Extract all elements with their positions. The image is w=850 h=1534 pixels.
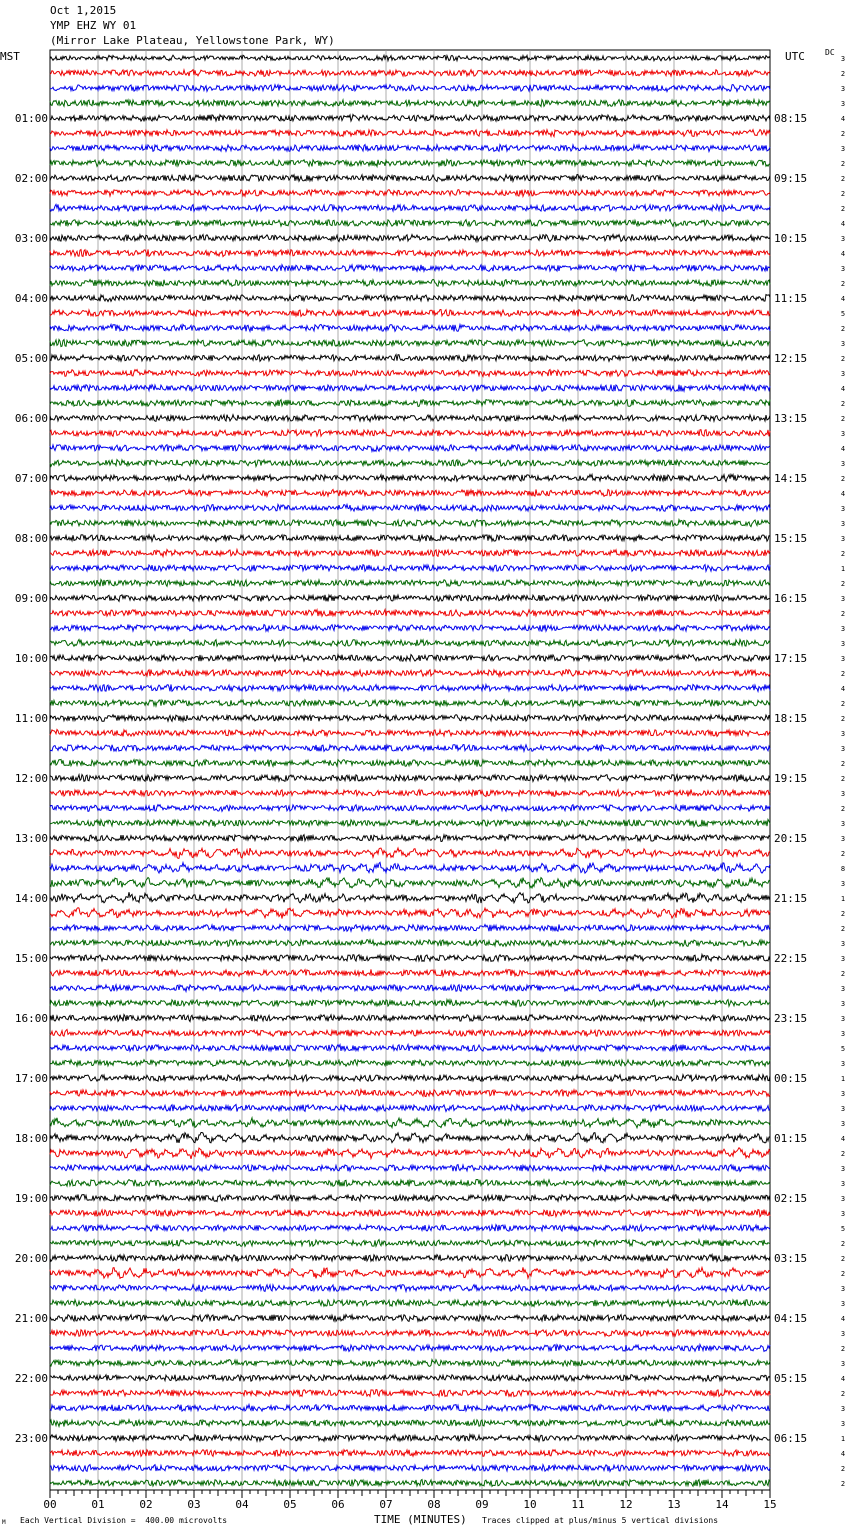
trace-row	[50, 1030, 770, 1037]
dc-offset-value: 2	[840, 715, 846, 723]
x-tick-label: 00	[43, 1498, 57, 1511]
dc-offset-value: 2	[840, 610, 846, 618]
trace-row	[50, 1090, 770, 1097]
dc-offset-value: 2	[840, 1150, 846, 1158]
trace-row	[50, 55, 770, 61]
trace-row	[50, 1300, 770, 1307]
right-hour-label: 04:15	[774, 1312, 808, 1325]
trace-row	[50, 415, 770, 422]
dc-offset-value: 3	[840, 55, 846, 63]
dc-offset-value: 4	[840, 250, 846, 258]
trace-row	[50, 1180, 770, 1187]
trace-row	[50, 580, 770, 587]
header-date: Oct 1,2015	[50, 4, 117, 17]
dc-offset-value: 3	[840, 145, 846, 153]
trace-row	[50, 1345, 770, 1352]
dc-offset-value: 4	[840, 385, 846, 393]
trace-row	[50, 700, 770, 707]
x-tick-label: 15	[763, 1498, 777, 1511]
dc-offset-value: 4	[840, 445, 846, 453]
left-hour-label: 16:00	[14, 1012, 48, 1025]
trace-row	[50, 1015, 770, 1022]
dc-offset-value: 3	[840, 745, 846, 753]
trace-row	[50, 1148, 770, 1159]
dc-offset-value: 3	[840, 430, 846, 438]
dc-offset-value: 3	[840, 640, 846, 648]
dc-offset-value: 2	[840, 325, 846, 333]
dc-offset-value: 3	[840, 790, 846, 798]
dc-offset-value: 3	[840, 1015, 846, 1023]
trace-row	[50, 565, 770, 572]
dc-offset-value: 2	[840, 700, 846, 708]
trace-row	[50, 250, 770, 257]
trace-row	[50, 940, 770, 947]
dc-offset-value: 4	[840, 220, 846, 228]
trace-row	[50, 295, 770, 302]
trace-row	[50, 1360, 770, 1367]
dc-offset-value: 2	[840, 175, 846, 183]
trace-row	[50, 160, 770, 167]
x-tick-label: 08	[427, 1498, 441, 1511]
trace-row	[50, 715, 770, 722]
trace-row	[50, 640, 770, 647]
trace-row	[50, 848, 770, 858]
trace-row	[50, 1105, 770, 1112]
trace-row	[50, 862, 770, 873]
left-hour-label: 01:00	[14, 112, 48, 125]
left-hour-label: 09:00	[14, 592, 48, 605]
dc-offset-value: 3	[840, 1330, 846, 1338]
right-hour-label: 20:15	[774, 832, 808, 845]
dc-offset-value: 4	[840, 1315, 846, 1323]
right-hour-label: 06:15	[774, 1432, 808, 1445]
dc-offset-value: 3	[840, 460, 846, 468]
dc-offset-value: 1	[840, 895, 846, 903]
dc-offset-value: 2	[840, 1480, 846, 1488]
dc-offset-value: 2	[840, 400, 846, 408]
corner-mark: M	[2, 1519, 6, 1526]
dc-offset-value: 5	[840, 310, 846, 318]
trace-row	[50, 835, 770, 842]
dc-offset-value: 5	[840, 1045, 846, 1053]
trace-row	[50, 1405, 770, 1412]
dc-offset-value: 2	[840, 1240, 846, 1248]
trace-row	[50, 1285, 770, 1292]
trace-row	[50, 1240, 770, 1247]
dc-offset-value: 3	[840, 340, 846, 348]
trace-row	[50, 1420, 770, 1427]
dc-offset-value: 3	[840, 265, 846, 273]
x-tick-label: 14	[715, 1498, 729, 1511]
trace-row	[50, 1133, 770, 1143]
trace-row	[50, 1330, 770, 1337]
trace-row	[50, 190, 770, 197]
dc-offset-value: 3	[840, 1285, 846, 1293]
trace-row	[50, 1118, 770, 1128]
dc-offset-value: 4	[840, 685, 846, 693]
trace-row	[50, 805, 770, 812]
trace-row	[50, 130, 770, 137]
trace-row	[50, 520, 770, 527]
dc-offset-value: 1	[840, 1435, 846, 1443]
trace-row	[50, 670, 770, 677]
trace-row	[50, 115, 770, 122]
dc-offset-value: 2	[840, 130, 846, 138]
dc-offset-value: 3	[840, 1030, 846, 1038]
dc-offset-value: 2	[840, 760, 846, 768]
dc-offset-value: 2	[840, 970, 846, 978]
dc-offset-value: 2	[840, 1390, 846, 1398]
trace-row	[50, 595, 770, 602]
left-hour-label: 17:00	[14, 1072, 48, 1085]
left-hour-label: 20:00	[14, 1252, 48, 1265]
left-hour-label: 23:00	[14, 1432, 48, 1445]
left-hour-label: 13:00	[14, 832, 48, 845]
left-hour-label: 03:00	[14, 232, 48, 245]
dc-offset-value: 4	[840, 1375, 846, 1383]
trace-row	[50, 325, 770, 332]
left-hour-label: 12:00	[14, 772, 48, 785]
trace-row	[50, 1390, 770, 1397]
dc-offset-value: 2	[840, 280, 846, 288]
right-hour-label: 08:15	[774, 112, 808, 125]
trace-row	[50, 85, 770, 92]
trace-row	[50, 370, 770, 377]
right-hour-label: 11:15	[774, 292, 808, 305]
left-hour-label: 22:00	[14, 1372, 48, 1385]
trace-row	[50, 145, 770, 152]
right-hour-label: 15:15	[774, 532, 808, 545]
trace-row	[50, 820, 770, 827]
dc-offset-value: 3	[840, 1420, 846, 1428]
dc-offset-value: 3	[840, 835, 846, 843]
trace-row	[50, 385, 770, 392]
trace-row	[50, 280, 770, 287]
dc-offset-value: 1	[840, 1075, 846, 1083]
dc-offset-value: 3	[840, 1090, 846, 1098]
trace-row	[50, 775, 770, 782]
trace-row	[50, 204, 770, 211]
x-tick-label: 13	[667, 1498, 681, 1511]
trace-row	[50, 1075, 770, 1082]
trace-row	[50, 1060, 770, 1067]
x-tick-label: 09	[475, 1498, 489, 1511]
trace-row	[50, 340, 770, 347]
trace-row	[50, 685, 770, 692]
dc-offset-value: 3	[840, 505, 846, 513]
trace-row	[50, 1315, 770, 1322]
dc-offset-value: 3	[840, 1060, 846, 1068]
right-hour-label: 21:15	[774, 892, 808, 905]
right-hour-label: 00:15	[774, 1072, 808, 1085]
trace-row	[50, 310, 770, 317]
dc-offset-value: 3	[840, 1210, 846, 1218]
dc-offset-value: 8	[840, 865, 846, 873]
dc-offset-value: 5	[840, 1225, 846, 1233]
x-tick-label: 11	[571, 1498, 585, 1511]
dc-offset-value: 4	[840, 1450, 846, 1458]
dc-offset-value: 2	[840, 160, 846, 168]
dc-offset-value: 3	[840, 730, 846, 738]
right-hour-label: 23:15	[774, 1012, 808, 1025]
dc-offset-value: 3	[840, 880, 846, 888]
dc-offset-value: 2	[840, 205, 846, 213]
right-hour-label: 13:15	[774, 412, 808, 425]
left-hour-label: 19:00	[14, 1192, 48, 1205]
trace-row	[50, 70, 770, 77]
right-hour-label: 01:15	[774, 1132, 808, 1145]
trace-row	[50, 908, 770, 919]
dc-offset-value: 2	[840, 775, 846, 783]
trace-row	[50, 925, 770, 932]
left-hour-label: 18:00	[14, 1132, 48, 1145]
trace-row	[50, 1045, 770, 1052]
trace-row	[50, 265, 770, 272]
trace-row	[50, 460, 770, 467]
dc-offset-value: 2	[840, 70, 846, 78]
clip-note: Traces clipped at plus/minus 5 vertical divisions	[482, 1516, 719, 1525]
trace-row	[50, 985, 770, 992]
dc-offset-value: 3	[840, 370, 846, 378]
right-hour-label: 22:15	[774, 952, 808, 965]
right-hour-label: 09:15	[774, 172, 808, 185]
right-hour-label: 02:15	[774, 1192, 808, 1205]
left-hour-label: 08:00	[14, 532, 48, 545]
x-tick-label: 01	[91, 1498, 105, 1511]
right-hour-label: 17:15	[774, 652, 808, 665]
header-location: (Mirror Lake Plateau, Yellowstone Park, WY)	[50, 34, 335, 47]
trace-row	[50, 445, 770, 452]
dc-offset-value: 3	[840, 1120, 846, 1128]
trace-row	[50, 1465, 770, 1472]
trace-row	[50, 535, 770, 542]
trace-row	[50, 610, 770, 617]
dc-offset-value: 4	[840, 115, 846, 123]
dc-offset-value: 4	[840, 490, 846, 498]
dc-offset-value: 2	[840, 475, 846, 483]
dc-offset-value: 3	[840, 1165, 846, 1173]
dc-label: DC	[825, 48, 835, 57]
trace-row	[50, 355, 770, 362]
left-hour-label: 02:00	[14, 172, 48, 185]
trace-row	[50, 175, 770, 182]
right-hour-label: 16:15	[774, 592, 808, 605]
dc-offset-value: 3	[840, 625, 846, 633]
dc-offset-value: 3	[840, 940, 846, 948]
trace-row	[50, 955, 770, 962]
trace-row	[50, 878, 770, 888]
dc-offset-value: 3	[840, 955, 846, 963]
right-hour-label: 19:15	[774, 772, 808, 785]
trace-row	[50, 100, 770, 107]
dc-offset-value: 2	[840, 910, 846, 918]
trace-row	[50, 400, 770, 407]
dc-offset-value: 3	[840, 595, 846, 603]
dc-offset-value: 3	[840, 100, 846, 108]
dc-offset-value: 3	[840, 1195, 846, 1203]
left-hour-label: 14:00	[14, 892, 48, 905]
dc-offset-value: 4	[840, 1135, 846, 1143]
x-tick-label: 07	[379, 1498, 393, 1511]
trace-row	[50, 790, 770, 797]
trace-row	[50, 1480, 770, 1487]
trace-row	[50, 745, 770, 752]
right-hour-label: 18:15	[774, 712, 808, 725]
dc-offset-value: 2	[840, 1345, 846, 1353]
left-hour-label: 05:00	[14, 352, 48, 365]
trace-row	[50, 235, 770, 242]
dc-offset-value: 2	[840, 415, 846, 423]
dc-offset-value: 2	[840, 1255, 846, 1263]
dc-offset-value: 2	[840, 805, 846, 813]
left-hour-label: 15:00	[14, 952, 48, 965]
trace-row	[50, 892, 770, 903]
dc-offset-value: 2	[840, 1465, 846, 1473]
trace-row	[50, 475, 770, 482]
trace-row	[50, 1225, 770, 1232]
right-hour-label: 12:15	[774, 352, 808, 365]
dc-offset-value: 2	[840, 190, 846, 198]
trace-row	[50, 430, 770, 437]
trace-row	[50, 1375, 770, 1382]
right-hour-label: 05:15	[774, 1372, 808, 1385]
trace-row	[50, 1267, 770, 1278]
left-timezone-label: MST	[0, 50, 20, 63]
dc-offset-value: 3	[840, 1300, 846, 1308]
trace-row	[50, 1000, 770, 1007]
dc-offset-value: 3	[840, 985, 846, 993]
dc-offset-value: 3	[840, 1360, 846, 1368]
left-hour-label: 07:00	[14, 472, 48, 485]
x-tick-label: 04	[235, 1498, 249, 1511]
dc-offset-value: 2	[840, 355, 846, 363]
trace-row	[50, 759, 770, 766]
x-tick-label: 12	[619, 1498, 633, 1511]
dc-offset-value: 2	[840, 925, 846, 933]
left-hour-label: 04:00	[14, 292, 48, 305]
dc-offset-value: 3	[840, 1000, 846, 1008]
dc-offset-value: 3	[840, 235, 846, 243]
right-hour-label: 14:15	[774, 472, 808, 485]
trace-row	[50, 1435, 770, 1442]
right-timezone-label: UTC	[785, 50, 805, 63]
trace-row	[50, 1255, 770, 1262]
x-axis-title: TIME (MINUTES)	[374, 1513, 467, 1526]
x-tick-label: 03	[187, 1498, 201, 1511]
header-station: YMP EHZ WY 01	[50, 19, 137, 32]
dc-offset-value: 3	[840, 1105, 846, 1113]
left-hour-label: 06:00	[14, 412, 48, 425]
dc-offset-value: 2	[840, 580, 846, 588]
trace-row	[50, 1210, 770, 1217]
dc-offset-value: 3	[840, 1405, 846, 1413]
dc-offset-value: 2	[840, 850, 846, 858]
trace-row	[50, 490, 770, 497]
trace-row	[50, 220, 770, 227]
left-hour-label: 11:00	[14, 712, 48, 725]
trace-row	[50, 969, 770, 976]
right-hour-label: 10:15	[774, 232, 808, 245]
x-tick-label: 05	[283, 1498, 297, 1511]
trace-row	[50, 625, 770, 632]
trace-row	[50, 1165, 770, 1172]
dc-offset-value: 2	[840, 1270, 846, 1278]
x-tick-label: 10	[523, 1498, 537, 1511]
dc-offset-value: 4	[840, 295, 846, 303]
trace-row	[50, 730, 770, 737]
dc-offset-value: 2	[840, 670, 846, 678]
trace-row	[50, 505, 770, 512]
left-hour-label: 21:00	[14, 1312, 48, 1325]
x-tick-label: 02	[139, 1498, 153, 1511]
left-hour-label: 10:00	[14, 652, 48, 665]
dc-offset-value: 3	[840, 655, 846, 663]
dc-offset-value: 3	[840, 820, 846, 828]
dc-offset-value: 1	[840, 565, 846, 573]
scale-note: Each Vertical Division = 400.00 microvolts	[20, 1516, 228, 1525]
x-tick-label: 06	[331, 1498, 345, 1511]
dc-offset-value: 2	[840, 550, 846, 558]
dc-offset-value: 3	[840, 1180, 846, 1188]
right-hour-label: 03:15	[774, 1252, 808, 1265]
trace-row	[50, 1450, 770, 1457]
trace-row	[50, 550, 770, 557]
trace-row	[50, 655, 770, 662]
dc-offset-value: 3	[840, 520, 846, 528]
dc-offset-value: 3	[840, 535, 846, 543]
trace-row	[50, 1195, 770, 1202]
dc-offset-value: 3	[840, 85, 846, 93]
